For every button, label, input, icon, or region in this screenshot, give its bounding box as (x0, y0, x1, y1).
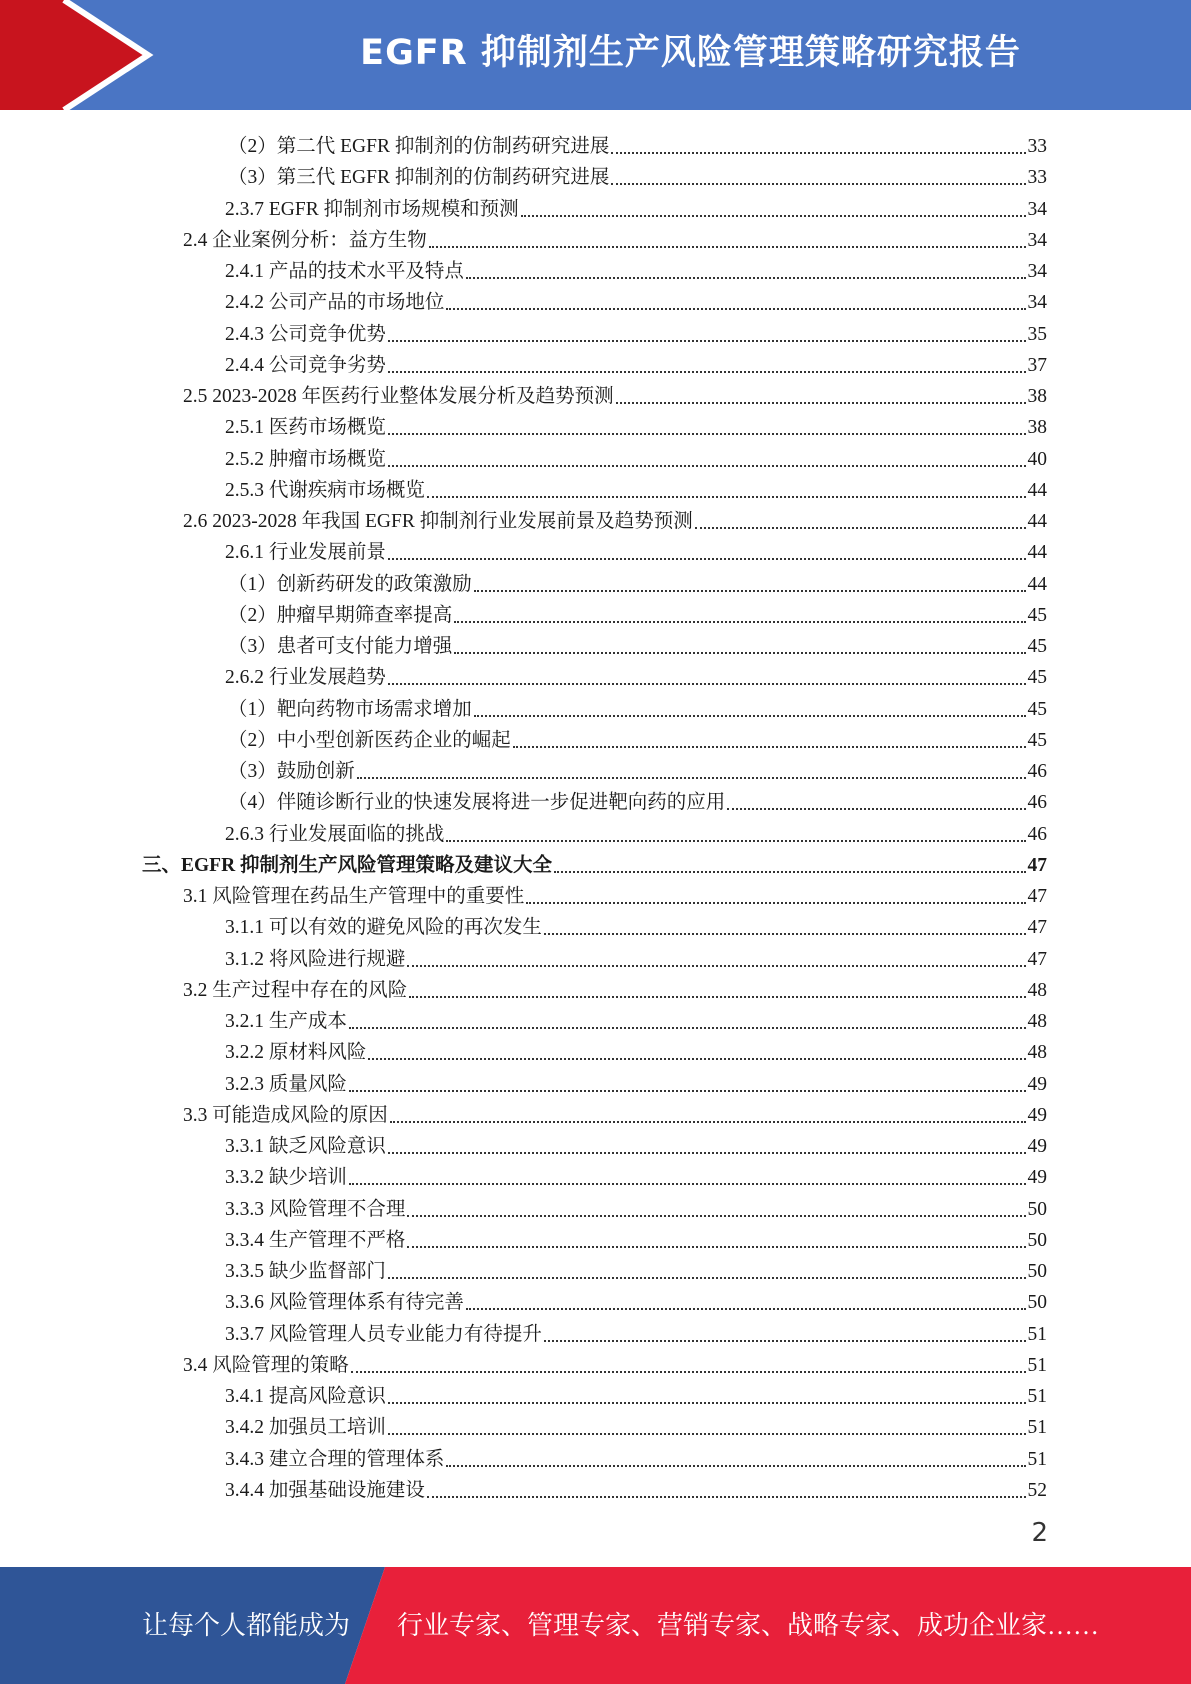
toc-entry[interactable] (225, 1066, 1047, 1097)
toc-entry[interactable] (228, 159, 1047, 190)
toc-dot-leader (526, 902, 1025, 904)
toc-dot-leader (446, 308, 1025, 310)
toc-entry-label: （1）创新药研发的政策激励 (228, 573, 472, 595)
toc-dot-leader (388, 1433, 1026, 1435)
toc-dot-leader (349, 1090, 1026, 1092)
toc-dot-leader (407, 965, 1025, 967)
toc-entry-label: （2）肿瘤早期筛查率提高 (228, 604, 453, 626)
toc-entry-page: 38 (1027, 386, 1047, 407)
toc-dot-leader (388, 371, 1026, 373)
toc-entry-page: 40 (1027, 448, 1047, 470)
toc-entry[interactable] (225, 1253, 1047, 1284)
toc-entry[interactable] (228, 691, 1047, 722)
toc-dot-leader (611, 183, 1025, 185)
toc-entry-label: （4）伴随诊断行业的快速发展将进一步促进靶向药的应用 (228, 792, 726, 814)
toc-entry-label: （3）患者可支付能力增强 (228, 636, 453, 657)
toc-dot-leader (388, 1152, 1026, 1154)
toc-entry-page: 50 (1027, 1229, 1047, 1251)
toc-entry-label: 3.1 风险管理在药品生产管理中的重要性 (183, 886, 525, 907)
toc-entry-label: 3.3.6 风险管理体系有待完善 (225, 1292, 464, 1314)
toc-entry-label: （1）靶向药物市场需求增加 (228, 698, 472, 720)
toc-entry-page: 35 (1027, 323, 1047, 345)
toc-dot-leader (454, 621, 1025, 623)
toc-entry-page: 47 (1027, 854, 1047, 876)
toc-entry-page: 33 (1027, 167, 1047, 189)
toc-entry[interactable] (225, 1003, 1047, 1034)
toc-entry-label: 2.4.3 公司竞争优势 (225, 323, 386, 345)
toc-entry-label: 2.4 企业案例分析：益方生物 (183, 229, 427, 251)
toc-entry[interactable] (225, 441, 1047, 472)
toc-entry-label: 3.1.2 将风险进行规避 (225, 948, 406, 970)
toc-entry-page: 45 (1027, 729, 1047, 751)
footer-banner (0, 1567, 1191, 1684)
toc-entry[interactable] (225, 1159, 1047, 1190)
toc-entry-label: 2.4.2 公司产品的市场地位 (225, 292, 445, 314)
toc-entry[interactable] (225, 1191, 1047, 1222)
toc-dot-leader (349, 1183, 1026, 1185)
toc-entry-page: 45 (1027, 604, 1047, 626)
toc-entry-page: 44 (1027, 542, 1047, 564)
toc-entry[interactable] (225, 1378, 1047, 1409)
toc-entry[interactable] (225, 1222, 1047, 1253)
toc-dot-leader (390, 1121, 1026, 1123)
toc-entry[interactable] (225, 534, 1047, 565)
toc-dot-leader (388, 558, 1026, 560)
toc-entry-label: 三、EGFR 抑制剂生产风险管理策略及建议大全 (142, 854, 553, 876)
toc-entry[interactable] (142, 847, 1047, 878)
toc-entry[interactable] (225, 1441, 1047, 1472)
toc-entry[interactable] (225, 1284, 1047, 1315)
toc-entry-label: 3.3.1 缺乏风险意识 (225, 1136, 386, 1157)
toc-entry[interactable] (225, 1409, 1047, 1440)
toc-dot-leader (407, 1246, 1025, 1248)
toc-entry-label: 3.3.4 生产管理不严格 (225, 1229, 406, 1251)
toc-dot-leader (446, 840, 1025, 842)
toc-entry-page: 45 (1027, 667, 1047, 689)
toc-entry[interactable] (225, 1128, 1047, 1159)
toc-entry[interactable] (225, 816, 1047, 847)
toc-dot-leader (388, 433, 1026, 435)
toc-entry-page: 34 (1027, 229, 1047, 251)
toc-entry[interactable] (183, 378, 1047, 409)
toc-entry-page: 51 (1027, 1448, 1047, 1470)
toc-entry-label: 3.4 风险管理的策略 (183, 1354, 349, 1376)
toc-dot-leader (407, 1215, 1025, 1217)
toc-dot-leader (466, 1308, 1026, 1310)
toc-dot-leader (427, 1496, 1026, 1498)
toc-entry[interactable] (225, 1034, 1047, 1065)
toc-entry-page: 47 (1027, 948, 1047, 970)
toc-entry[interactable] (225, 472, 1047, 503)
chevron-arrow-icon (0, 0, 160, 110)
toc-entry-label: 2.5.3 代谢疾病市场概览 (225, 479, 425, 501)
toc-entry[interactable] (183, 222, 1047, 253)
toc-entry-label: 2.6.2 行业发展趋势 (225, 667, 386, 689)
toc-dot-leader (427, 496, 1026, 498)
toc-dot-leader (611, 152, 1025, 154)
toc-dot-leader (616, 402, 1026, 404)
toc-entry-page: 50 (1027, 1198, 1047, 1220)
toc-entry[interactable] (183, 972, 1047, 1003)
toc-entry-label: 3.1.1 可以有效的避免风险的再次发生 (225, 917, 542, 939)
toc-entry-label: 2.6.3 行业发展面临的挑战 (225, 823, 445, 845)
toc-entry[interactable] (225, 909, 1047, 940)
toc-entry-page: 51 (1027, 1417, 1047, 1439)
toc-entry[interactable] (228, 753, 1047, 784)
toc-dot-leader (474, 715, 1026, 717)
toc-dot-leader (368, 1058, 1025, 1060)
page-number: 2 (1031, 1518, 1048, 1548)
toc-entry-label: 2.6 2023-2028 年我国 EGFR 抑制剂行业发展前景及趋势预测 (183, 511, 693, 532)
toc-entry-page: 49 (1027, 1167, 1047, 1189)
toc-entry[interactable] (228, 722, 1047, 753)
toc-dot-leader (388, 1402, 1026, 1404)
report-title: EGFR 抑制剂生产风险管理策略研究报告 (360, 33, 1021, 73)
toc-entry-page: 47 (1027, 886, 1047, 907)
toc-entry-label: 2.5.2 肿瘤市场概览 (225, 448, 386, 470)
toc-entry-page: 37 (1027, 354, 1047, 376)
toc-dot-leader (349, 1027, 1026, 1029)
toc-entry-label: 2.4.1 产品的技术水平及特点 (225, 261, 464, 282)
toc-entry-label: 2.5.1 医药市场概览 (225, 417, 386, 439)
toc-entry-label: 3.2 生产过程中存在的风险 (183, 979, 408, 1001)
toc-entry-page: 33 (1027, 136, 1047, 157)
toc-entry[interactable] (225, 1316, 1047, 1347)
toc-dot-leader (474, 590, 1026, 592)
toc-entry[interactable] (183, 1097, 1047, 1128)
toc-entry-label: （2）第二代 EGFR 抑制剂的仿制药研究进展 (228, 136, 610, 157)
toc-dot-leader (388, 683, 1026, 685)
toc-dot-leader (409, 996, 1025, 998)
toc-entry-page: 48 (1027, 1042, 1047, 1064)
toc-entry-page: 49 (1027, 1104, 1047, 1126)
toc-entry-page: 51 (1027, 1323, 1047, 1345)
toc-entry-page: 44 (1027, 479, 1047, 501)
toc-entry-page: 45 (1027, 636, 1047, 657)
toc-entry-page: 50 (1027, 1292, 1047, 1314)
toc-dot-leader (357, 777, 1026, 779)
toc-entry-page: 51 (1027, 1354, 1047, 1376)
toc-entry[interactable] (225, 659, 1047, 690)
toc-dot-leader (454, 652, 1025, 654)
toc-entry[interactable] (225, 191, 1047, 222)
toc-entry[interactable] (228, 128, 1047, 159)
toc-entry-label: 3.4.3 建立合理的管理体系 (225, 1448, 445, 1470)
toc-entry[interactable] (228, 566, 1047, 597)
toc-dot-leader (521, 215, 1026, 217)
toc-entry-label: 3.2.2 原材料风险 (225, 1042, 367, 1064)
toc-entry[interactable] (225, 347, 1047, 378)
toc-dot-leader (351, 1371, 1026, 1373)
toc-entry[interactable] (183, 503, 1047, 534)
toc-entry-label: 3.3.5 缺少监督部门 (225, 1261, 386, 1282)
toc-entry-label: 2.5 2023-2028 年医药行业整体发展分析及趋势预测 (183, 386, 614, 407)
toc-entry-label: 3.3 可能造成风险的原因 (183, 1104, 388, 1126)
toc-dot-leader (429, 246, 1026, 248)
toc-entry-page: 48 (1027, 979, 1047, 1001)
toc-entry[interactable] (183, 878, 1047, 909)
toc-entry-page: 44 (1027, 573, 1047, 595)
toc-entry-label: （3）第三代 EGFR 抑制剂的仿制药研究进展 (228, 167, 610, 189)
toc-entry-label: 3.4.1 提高风险意识 (225, 1386, 386, 1407)
toc-entry-page: 45 (1027, 698, 1047, 720)
header-banner (0, 0, 1191, 110)
toc-dot-leader (388, 1277, 1026, 1279)
toc-entry-label: （2）中小型创新医药企业的崛起 (228, 729, 511, 751)
toc-entry-page: 47 (1027, 917, 1047, 939)
toc-entry-label: 2.6.1 行业发展前景 (225, 542, 386, 564)
toc-dot-leader (544, 933, 1026, 935)
toc-dot-leader (544, 1340, 1026, 1342)
toc-entry-label: 3.2.1 生产成本 (225, 1011, 347, 1032)
toc-entry-label: 3.2.3 质量风险 (225, 1073, 347, 1095)
footer-slogan-right: 行业专家、管理专家、营销专家、战略专家、成功企业家…… (397, 1611, 1100, 1640)
toc-entry-page: 52 (1027, 1479, 1047, 1501)
toc-entry[interactable] (225, 941, 1047, 972)
footer-slogan-left: 让每个人都能成为 (142, 1611, 351, 1640)
toc-dot-leader (513, 746, 1026, 748)
toc-entry-page: 46 (1027, 823, 1047, 845)
toc-entry-label: 2.4.4 公司竞争劣势 (225, 354, 386, 376)
toc-entry-page: 38 (1027, 417, 1047, 439)
toc-entry-label: 2.3.7 EGFR 抑制剂市场规模和预测 (225, 198, 519, 220)
toc-entry-page: 49 (1027, 1073, 1047, 1095)
toc-entry-page: 34 (1027, 261, 1047, 282)
toc-entry-label: 3.3.3 风险管理不合理 (225, 1198, 406, 1220)
toc-entry[interactable] (225, 284, 1047, 315)
toc-dot-leader (695, 527, 1026, 529)
toc-entry[interactable] (225, 409, 1047, 440)
toc-entry-page: 44 (1027, 511, 1047, 532)
toc-entry[interactable] (225, 1472, 1047, 1503)
toc-dot-leader (554, 871, 1025, 873)
toc-entry-page: 49 (1027, 1136, 1047, 1157)
toc-dot-leader (727, 808, 1025, 810)
toc-entry[interactable] (228, 628, 1047, 659)
toc-entry-page: 51 (1027, 1386, 1047, 1407)
toc-entry[interactable] (228, 597, 1047, 628)
toc-entry-page: 34 (1027, 198, 1047, 220)
toc-dot-leader (466, 277, 1026, 279)
toc-entry[interactable] (183, 1347, 1047, 1378)
toc-entry-page: 50 (1027, 1261, 1047, 1282)
toc-entry[interactable] (228, 784, 1047, 815)
toc-entry-page: 46 (1027, 792, 1047, 814)
toc-entry-page: 46 (1027, 761, 1047, 782)
toc-entry-page: 34 (1027, 292, 1047, 314)
toc-dot-leader (388, 340, 1026, 342)
toc-dot-leader (388, 465, 1026, 467)
toc-entry[interactable] (225, 316, 1047, 347)
toc-entry-page: 48 (1027, 1011, 1047, 1032)
toc-entry-label: 3.4.4 加强基础设施建设 (225, 1479, 425, 1501)
toc-entry-label: 3.4.2 加强员工培训 (225, 1417, 386, 1439)
toc-entry-label: 3.3.2 缺少培训 (225, 1167, 347, 1189)
toc-entry-label: 3.3.7 风险管理人员专业能力有待提升 (225, 1323, 542, 1345)
toc-entry[interactable] (225, 253, 1047, 284)
toc-dot-leader (446, 1465, 1025, 1467)
toc-entry-label: （3）鼓励创新 (228, 761, 355, 782)
